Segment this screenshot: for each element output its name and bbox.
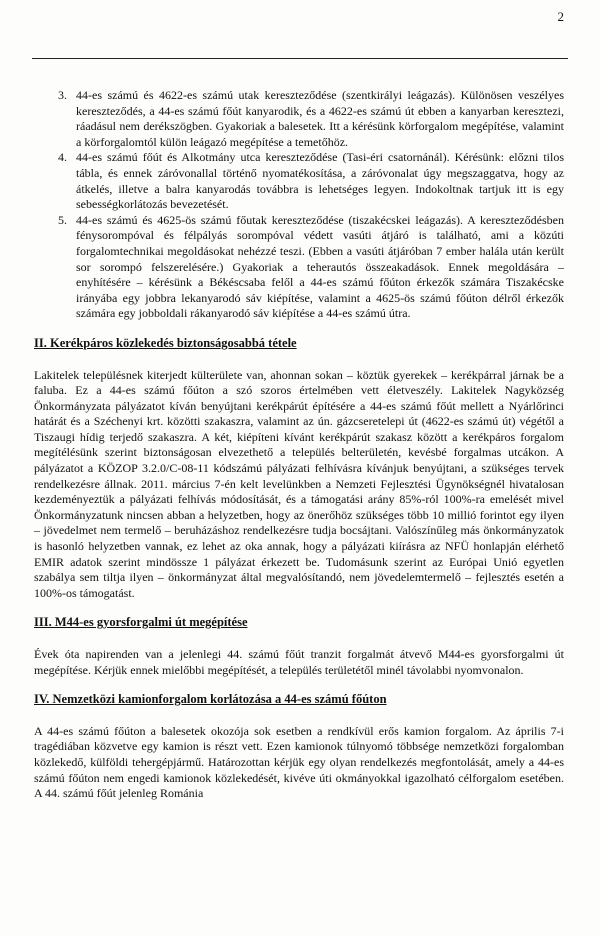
section-heading-cycling: II. Kerékpáros közlekedés biztonságosabbá tétele xyxy=(34,335,297,350)
list-item xyxy=(34,213,564,322)
list-item-number: 5. xyxy=(58,212,67,227)
section-heading-truck-traffic: IV. Nemzetközi kamionforgalom korlátozása a 44-es számú főúton xyxy=(34,692,387,707)
list-item xyxy=(34,88,564,150)
list-item-number: 3. xyxy=(58,88,67,102)
section-heading-m44: III. M44-es gyorsforgalmi út megépítése xyxy=(34,615,248,630)
list-item-number: 4. xyxy=(58,150,67,165)
list-item xyxy=(34,150,564,212)
page-number: 2 xyxy=(557,9,564,24)
section-paragraph-cycling: Lakitelek településnek kiterjedt külterülete van, ahonnan sokan – köztük gyerekek – kerékpárral járnak be a faluba. Ez a 44-es számú főúton a szó szoros értelmében vett életveszély. Lakitelek Nagyközség Önkormányzata pályázatot kíván benyújtani kerékpárút építésére a 44-es számú főút mellett a Nyárlőrinci határát és a Széchenyi krt. közötti szakaszra, valamint az ún. gázcseretelepi út (4622-es számú út) végétől a Tiszaugi hídig terjedő szakaszra. A két, kiépíteni kívánt kerékpárút szakasz között a kerékpáros forgalom megítélésünk szerint biztonságosan elvezethető a település belterületén, kevésbé forgalmas utcákon. A pályázatot a KÖZOP 3.2.0/C-08-11 kódszámú pályázati felhívásra kívánjuk benyújtani, a szükséges tervek rendelkezésre állnak. 2011. március 7-én kelt levelünkben a Nemzeti Fejlesztési Ügynökségnél hivatalosan kezdeményeztük a pályázati felhívás módosítását, és a támogatási arány 85%-ról 100%-ra emelését mivel Önkormányzatunk nincsen abban a helyzetben, hogy az önerőhöz szükséges több 10 millió forintot egy ilyen – jövedelmet nem termelő – beruházáshoz rendelkezésre tudja bocsájtani. Valószínűleg más önkormányzatok is hasonló helyzetben vannak, ez lehet az oka annak, hogy a pályázati kiírásra az NFÜ honlapján elérhető EMIR adatok szerint mindössze 1 pályázat érkezett be. Tudomásunk szerint az Európai Unió egyetlen szabálya sem tiltja ilyen – önkormányzat által megvalósítandó, nem jövedelemtermelő – fejlesztés esetén a 100%-os támogatást. xyxy=(34,367,564,600)
section-paragraph-m44: Évek óta napirenden van a jelenlegi 44. számú főút tranzit forgalmát átvevő M44-es gyorsforgalmi út megépítése. Kérjük ennek mielőbbi megépítését, a település területétől minél távolabbi nyomvonalon. xyxy=(34,647,564,677)
numbered-list xyxy=(34,88,564,322)
list-item-text: 44-es számú és 4622-es számú utak kereszteződése (szentkirályi leágazás). Különösen veszélyes kereszteződés, a 44-es számú főút kanyarodik, és a 4622-es számú út ebben a kanyarban keresztezi, ráadásul nem derékszögben. Gyakoriak a balesetek. Itt a kérésünk körforgalom megépítése, valamint a körforgalomtól külön leágazó megépítése a temetőhöz. xyxy=(76,88,564,149)
section-paragraph-truck-traffic: A 44-es számú főúton a balesetek okozója sok esetben a rendkívül erős kamion forgalom. Az április 7-i tragédiában közvetve egy kamion is részt vett. Ezen kamionok túlnyomó többsége nemzetközi forgalomban közlekedő, külföldi tehergépjármű. Határozottan kérjük egy olyan rendelkezés megfontolását, amely a 44-es számú főúton nem engedi kamionok közlekedését, kivéve úti okmányokkal igazolható célforgalom esetében. A 44. számú főút jelenleg Románia xyxy=(34,723,564,801)
list-item-text: 44-es számú főút és Alkotmány utca kereszteződése (Tasi-éri csatornánál). Kérésünk: előzni tilos tábla, és ennek záróvonallal történő nyomatékosítása, a záróvonalat úgy megszaggatva, hogy az átkelés, illetve a balra kanyarodás továbbra is lehetséges legyen. Indokoltnak tartjuk itt is egy sebességkorlátozás bevezetését. xyxy=(76,150,564,212)
document-body xyxy=(34,88,564,802)
header-rule xyxy=(32,58,568,59)
list-item-text: 44-es számú és 4625-ös számú főutak kereszteződése (tiszakécskei leágazás). A kereszteződésben fénysorompóval és félpályás sorompóval védett vasúti átjáró is található, ami a közúti forgalomtechnikai megoldásokat nehézzé teszi. (Ebben a vasúti átjáróban 7 ember halála után került sor sorompó felszerelésére.) Gyakoriak a teherautós összeakadások. Ennek megoldására – enyhítésére – kérésünk a Békéscsaba felől a 44-es számú főúton érkezők számára Tiszakécske irányába egy jobbra lekanyarodó sáv kiépítése, valamint a 4625-ös számú főúton délről érkezők számára egy jobboldali rákanyarodó sáv kiépítése a 44-es számú útra. xyxy=(76,212,564,321)
